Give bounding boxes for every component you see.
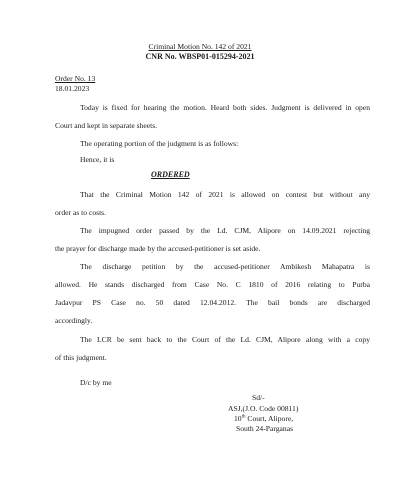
cnr-number: CNR No. WBSP01-015294-2021 (145, 52, 255, 61)
court-suffix: th (241, 414, 246, 420)
paragraph-line: order as to costs. (55, 208, 107, 217)
paragraph-line: allowed. He stands discharged from Case No. C 1810 of 2016 relating to Purba (55, 280, 370, 289)
motion-title: Criminal Motion No. 142 of 2021 (148, 42, 252, 51)
district-name: South 24-Parganas (236, 424, 294, 433)
dictated-by: D/c by me (80, 378, 112, 387)
paragraph-line: The discharge petition by the accused-petitioner Ambikesh Mahapatra is (80, 262, 370, 271)
paragraph-line: the prayer for discharge made by the accused-petitioner is set aside. (55, 244, 261, 253)
court-line (234, 414, 293, 424)
signature-mark: Sd/- (252, 393, 265, 402)
paragraph-line: Hence, it is (80, 155, 115, 164)
judge-designation: ASJ,(J.O. Code 00811) (228, 404, 299, 413)
paragraph-line: of this judgment. (55, 353, 107, 362)
court-name: Court, Alipore, (245, 414, 294, 423)
paragraph-line: The operating portion of the judgment is as follows: (80, 139, 239, 148)
paragraph-line: accordingly. (55, 316, 93, 325)
court-number: 10 (234, 414, 242, 423)
paragraph-line: Jadavpur PS Case no. 50 dated 12.04.2012. The bail bonds are discharged (55, 298, 370, 307)
order-date: 18.01.2023 (55, 84, 90, 93)
order-number: Order No. 13 (55, 74, 96, 83)
paragraph-line: Court and kept in separate sheets. (55, 121, 158, 130)
paragraph-line: The LCR be sent back to the Court of the Ld. CJM, Alipore along with a copy (80, 335, 370, 344)
paragraph-line: Today is fixed for hearing the motion. Heard both sides. Judgment is delivered in open (80, 103, 370, 112)
paragraph-line: That the Criminal Motion 142 of 2021 is allowed on contest but without any (80, 190, 370, 199)
paragraph-line: The impugned order passed by the Ld. CJM, Alipore on 14.09.2021 rejecting (80, 226, 370, 235)
ordered-heading: ORDERED (151, 170, 190, 179)
